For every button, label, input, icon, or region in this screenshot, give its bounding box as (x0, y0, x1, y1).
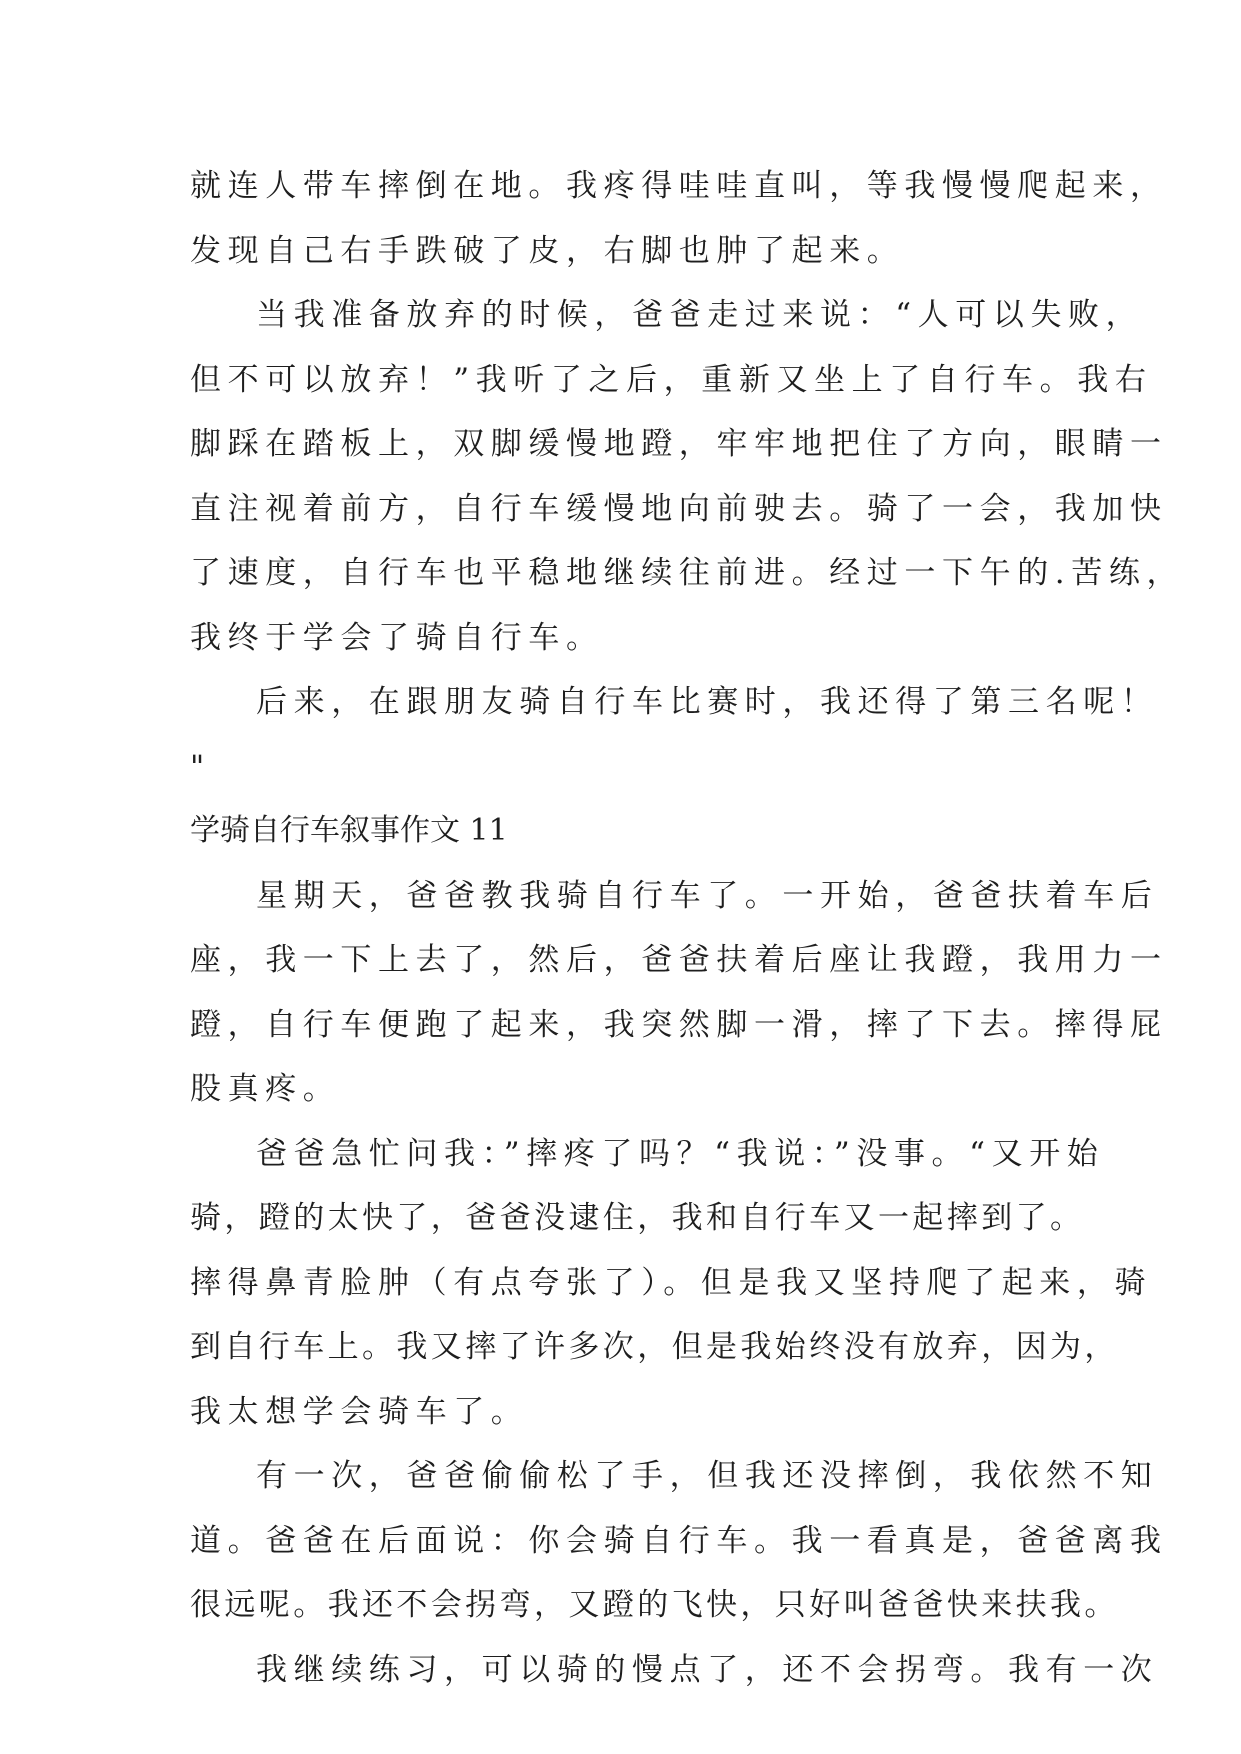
text-line: 道。爸爸在后面说：你会骑自行车。我一看真是，爸爸离我 (190, 1522, 1168, 1559)
text-line: 蹬，自行车便跑了起来，我突然脚一滑，摔了下去。摔得屁 (190, 1006, 1168, 1043)
text-line: 就连人带车摔倒在地。我疼得哇哇直叫，等我慢慢爬起来， (190, 168, 1168, 204)
paragraph-start-line: 后来，在跟朋友骑自行车比赛时，我还得了第三名呢！ (256, 684, 1159, 720)
text-line: 脚踩在踏板上，双脚缓慢地蹬，牢牢地把住了方向，眼睛一 (190, 426, 1168, 462)
text-line: 直注视着前方，自行车缓慢地向前驶去。骑了一会，我加快 (190, 490, 1168, 527)
stray-quote-mark: " (190, 748, 205, 785)
text-line: 到自行车上。我又摔了许多次，但是我始终没有放弃，因为， (190, 1329, 1119, 1365)
paragraph-start-line: 我继续练习，可以骑的慢点了，还不会拐弯。我有一次 (256, 1651, 1159, 1688)
section-heading: 学骑自行车叙事作文 11 (190, 813, 508, 848)
text-line: 我终于学会了骑自行车。 (190, 619, 604, 656)
text-line: 摔得鼻青脸肿（有点夸张了）。但是我又坚持爬了起来，骑 (190, 1264, 1153, 1301)
paragraph-start-line: 当我准备放弃的时候，爸爸走过来说：“人可以失败， (256, 297, 1144, 333)
paragraph-start-line: 爸爸急忙问我：”摔疼了吗？“我说：”没事。“又开始 (256, 1135, 1105, 1172)
text-line: 但不可以放弃！”我听了之后，重新又坐上了自行车。我右 (190, 361, 1153, 398)
text-line: 我太想学会骑车了。 (190, 1393, 529, 1430)
text-line: 股真疼。 (190, 1071, 341, 1107)
text-line: 了速度，自行车也平稳地继续往前进。经过一下午的.苦练， (190, 555, 1185, 591)
text-line: 座，我一下上去了，然后，爸爸扶着后座让我蹬，我用力一 (190, 942, 1168, 978)
paragraph-start-line: 有一次，爸爸偷偷松了手，但我还没摔倒，我依然不知 (256, 1458, 1159, 1494)
text-line: 骑，蹬的太快了，爸爸没逮住，我和自行车又一起摔到了。 (190, 1200, 1085, 1236)
text-line: 发现自己右手跌破了皮，右脚也肿了起来。 (190, 232, 905, 269)
paragraph-start-line: 星期天，爸爸教我骑自行车了。一开始，爸爸扶着车后 (256, 877, 1159, 914)
text-line: 很远呢。我还不会拐弯，又蹬的飞快，只好叫爸爸快来扶我。 (190, 1587, 1119, 1623)
document-body (190, 166, 1185, 1714)
